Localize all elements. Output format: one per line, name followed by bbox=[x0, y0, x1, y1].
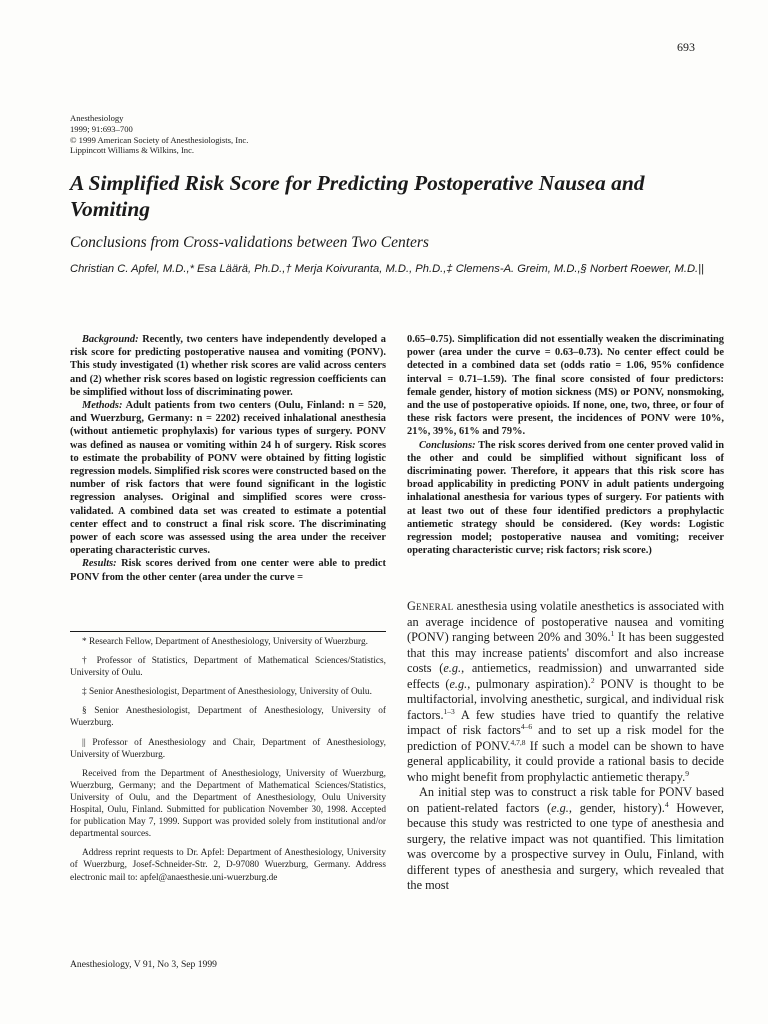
body-text-span: A few studies have tried to quantify the relative impact of risk factors bbox=[407, 707, 724, 737]
body-text-span: PONV is thought to be multifactorial, involving anesthetic, surgical, and individual risk factors. bbox=[407, 676, 724, 722]
body-text-span: , antiemetics, readmission) and unwarranted side effects ( bbox=[407, 661, 725, 691]
abstract-methods bbox=[70, 399, 386, 557]
author-list: Christian C. Apfel, M.D.,* Esa Läärä, Ph.D.,† Merja Koivuranta, M.D., Ph.D.,‡ Clemens-A. Greim, M.D.,§ Norbert Roewer, M.D.|| bbox=[70, 263, 704, 275]
abstract-column-left bbox=[70, 333, 386, 584]
page-number: 693 bbox=[677, 40, 695, 54]
journal-name: Anesthesiology bbox=[70, 113, 124, 123]
body-paragraph bbox=[407, 785, 724, 894]
body-text-italic: e.g. bbox=[551, 800, 569, 815]
abstract-methods-heading: Methods: bbox=[82, 400, 123, 412]
journal-publisher: Lippincott Williams & Wilkins, Inc. bbox=[70, 145, 195, 156]
reference-marker: 4,7,8 bbox=[510, 737, 526, 747]
footnote-address: Address reprint requests to Dr. Apfel: Department of Anesthesiology, University of Wuerzburg, Josef-Schneider-Str. 2, D-97080 Wuerzburg, Germany. Address electronic mail to: apfel@anaesthesie.uni-wuerzburg.de bbox=[70, 848, 386, 883]
body-paragraph bbox=[407, 599, 724, 785]
footnote-koivuranta: ‡ Senior Anesthesiologist, Department of Anesthesiology, University of Oulu. bbox=[82, 687, 372, 698]
footnote-received: Received from the Department of Anesthesiology, University of Wuerzburg, Wuerzburg, Germany; and the Department of Mathematical Sciences/Statistics, University of Oulu, and the Department of Anesthesiology, Oulu University Hospital, Oulu, Finland. Submitted for publication November 30, 1998. Accepted for publication May 7, 1999. Support was provided solely from institutional and/or departmental sources. bbox=[70, 768, 386, 840]
body-text-span: If such a model can be shown to have general applicability, it could provide a rational basis to decide who might benefit from prophylactic antiemetic therapy. bbox=[407, 738, 724, 784]
journal-citation bbox=[70, 113, 248, 156]
body-text-span: It has been suggested that this may increase patients' discomfort and also increase costs ( bbox=[407, 630, 724, 675]
abstract-methods-text: Adult patients from two centers (Oulu, Finland: n = 520, and Wuerzburg, Germany: n = 2202) received inhalational anesthesia (without antiemetic prophylaxis) for various types of surgery. PONV was defined as nausea or vomiting within 24 h of surgery. Risk scores to estimate the probability of PONV were obtained by fitting logistic regression models. Simplified risk scores were constructed based on the number of risk factors that were found significant in the logistic regression analyses. Original and simplified scores were cross-validated. A combined data set was created to estimate a potential center effect and to construct a final risk score. The discriminating power of each score was assessed using the area under the receiver operating characteristic curves. bbox=[70, 400, 386, 557]
reference-marker: 1–3 bbox=[443, 706, 455, 716]
journal-copyright: © 1999 American Society of Anesthesiologists, Inc. bbox=[70, 134, 249, 145]
footnote-laara: † Professor of Statistics, Department of Mathematical Sciences/Statistics, University of Oulu. bbox=[70, 656, 386, 679]
body-text-span: and to set up a risk model for the prediction of PONV. bbox=[407, 723, 724, 753]
abstract-results-text: Risk scores derived from one center were able to predict PONV from the other center (area under the curve = bbox=[70, 558, 386, 583]
abstract-conclusions-heading: Conclusions: bbox=[419, 439, 476, 451]
body-text-span: An initial step was to construct a risk table for PONV based on patient-related factors ( bbox=[407, 785, 724, 815]
abstract-background bbox=[70, 333, 386, 399]
body-text-span: , gender, history). bbox=[568, 800, 665, 815]
reference-marker: 4–6 bbox=[520, 722, 533, 731]
body-text-span: , pulmonary aspiration). bbox=[467, 676, 591, 691]
abstract-results-continued: 0.65–0.75). Simplification did not essentially weaken the discriminating power (area under the curve = 0.63–0.73). No center effect could be detected in a combined data set (odds ratio = 1.06, 95% confidence interval = 0.71–1.59). The final score consisted of four predictors: female gender, history of motion sickness (MS) or PONV, nonsmoking, and the use of postoperative opioids. If none, one, two, three, or four of these risk factors were present, the incidences of PONV were 10%, 21%, 39%, 61% and 79%. bbox=[407, 334, 724, 438]
footnote-greim: § Senior Anesthesiologist, Department of Anesthesiology, University of Wuerzburg. bbox=[70, 706, 386, 729]
abstract-conclusions-text: The risk scores derived from one center proved valid in the other and could be simplified without significant loss of discriminating power. Therefore, it appears that this risk score has broad applicability in predicting PONV in adult patients undergoing inhalational anesthesia for various types of surgery. For patients with at least two out of these four identified predictors a prophylactic antiemetic strategy should be considered. (Key words: Logistic regression model; postoperative nausea and vomiting; receiver operating characteristic curve; risk factors; risk score.) bbox=[407, 439, 724, 557]
abstract-results-heading: Results: bbox=[82, 558, 117, 570]
drop-lead-word: General bbox=[407, 599, 454, 613]
abstract-background-text: Recently, two centers have independently developed a risk score for predicting postoperative nausea and vomiting (PONV). This study investigated (1) whether risk scores are valid across centers and (2) whether risk scores based on logistic regression coefficients can be simplified without loss of discriminating power. bbox=[70, 334, 386, 398]
body-text-span: However, because this study was restricted to one type of anesthesia and surgery, the relative impact was not quantified. This limitation was overcome by a prospective survey in Oulu, Finland, with different types of anesthesia and surgery, which revealed that the most bbox=[407, 800, 724, 892]
reference-marker: 9 bbox=[685, 768, 689, 778]
footnote-roewer: || Professor of Anesthesiology and Chair, Department of Anesthesiology, University of Wuerzburg. bbox=[70, 737, 386, 760]
footnote-apfel: * Research Fellow, Department of Anesthesiology, University of Wuerzburg. bbox=[82, 637, 368, 647]
article-subtitle: Conclusions from Cross-validations between Two Centers bbox=[70, 234, 429, 251]
journal-volume: 1999; 91:693–700 bbox=[70, 123, 133, 134]
abstract-results bbox=[70, 557, 386, 583]
body-text-span: anesthesia using volatile anesthetics is associated with an average incidence of postoperative nausea and vomiting (PONV) ranging between 20% and 30%. bbox=[407, 599, 724, 644]
reference-marker: 2 bbox=[590, 675, 595, 685]
running-footer: Anesthesiology, V 91, No 3, Sep 1999 bbox=[70, 959, 217, 970]
reference-marker: 4 bbox=[664, 799, 669, 809]
body-text-italic: e.g. bbox=[443, 661, 462, 675]
body-text bbox=[407, 599, 724, 894]
reference-marker: 1 bbox=[610, 629, 615, 638]
footnotes bbox=[70, 631, 386, 891]
abstract-background-heading: Background: bbox=[82, 334, 139, 345]
abstract-conclusions bbox=[407, 439, 724, 558]
article-title: A Simplified Risk Score for Predicting Postoperative Nausea and Vomiting bbox=[70, 171, 645, 221]
abstract-column-right bbox=[407, 333, 724, 557]
body-text-italic: e.g. bbox=[449, 676, 468, 691]
